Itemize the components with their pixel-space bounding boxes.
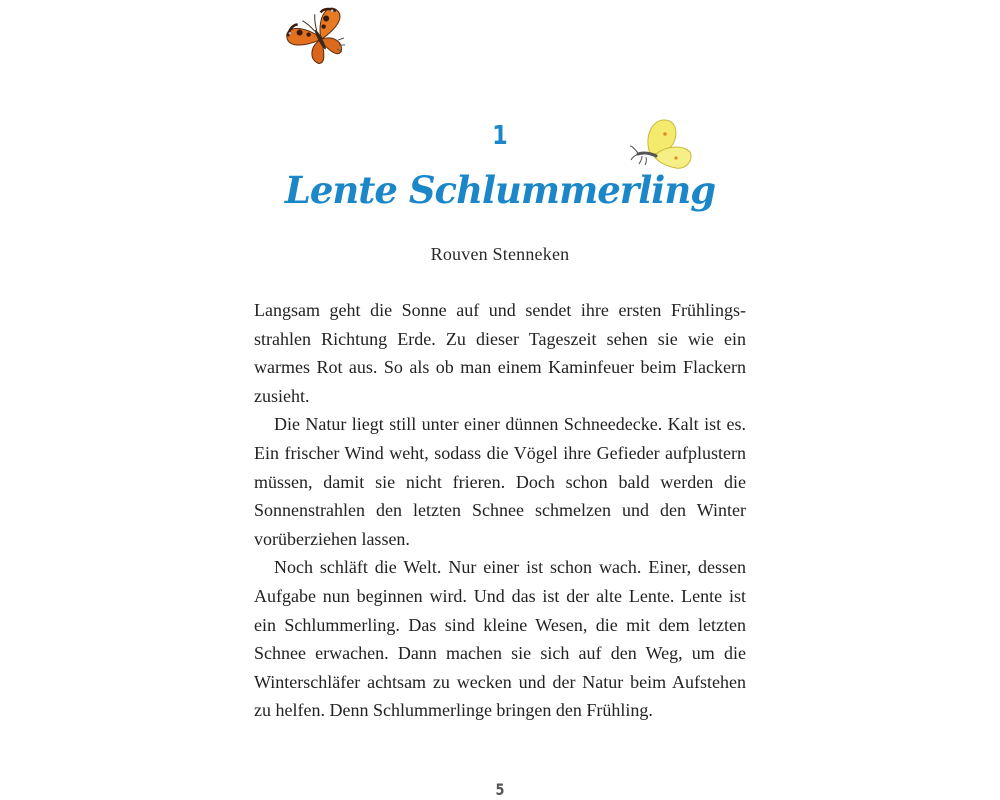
paragraph: Die Natur liegt still unter einer dünnen Schneedecke. Kalt ist es. Ein frischer Wind weht, sodass die Vögel ihre Gefieder aufplustern müssen, damit sie nicht frieren. Doch schon bald werden die Sonnenstrahlen den letzten Schnee schmelzen und den Winter vorüberziehen lassen. [254,414,746,549]
orange-butterfly-icon [284,2,354,72]
chapter-title: Lente Schlummerling [284,168,716,212]
chapter-body [254,296,746,725]
page-number: 5 [495,780,505,799]
chapter-number: 1 [492,121,508,151]
paragraph: Langsam geht die Sonne auf und sendet ihre ersten Frühlingsstrahlen Richtung Erde. Zu dieser Tageszeit sehen sie wie ein warmes Rot aus. So als ob man einem Kaminfeuer beim Flackern zusieht. [254,300,746,406]
chapter-author: Rouven Stenneken [430,244,570,264]
paragraph: Noch schläft die Welt. Nur einer ist schon wach. Einer, dessen Aufgabe nun beginnen wird. Und das ist der alte Lente. Lente ist ein Schlummerling. Das sind kleine Wesen, die mit dem letzten Schnee erwachen. Dann machen sie sich auf den Weg, um die Winterschläfer achtsam zu wecken und der Natur beim Aufstehen zu helfen. Denn Schlummerlinge bringen den Frühling. [254,557,746,721]
